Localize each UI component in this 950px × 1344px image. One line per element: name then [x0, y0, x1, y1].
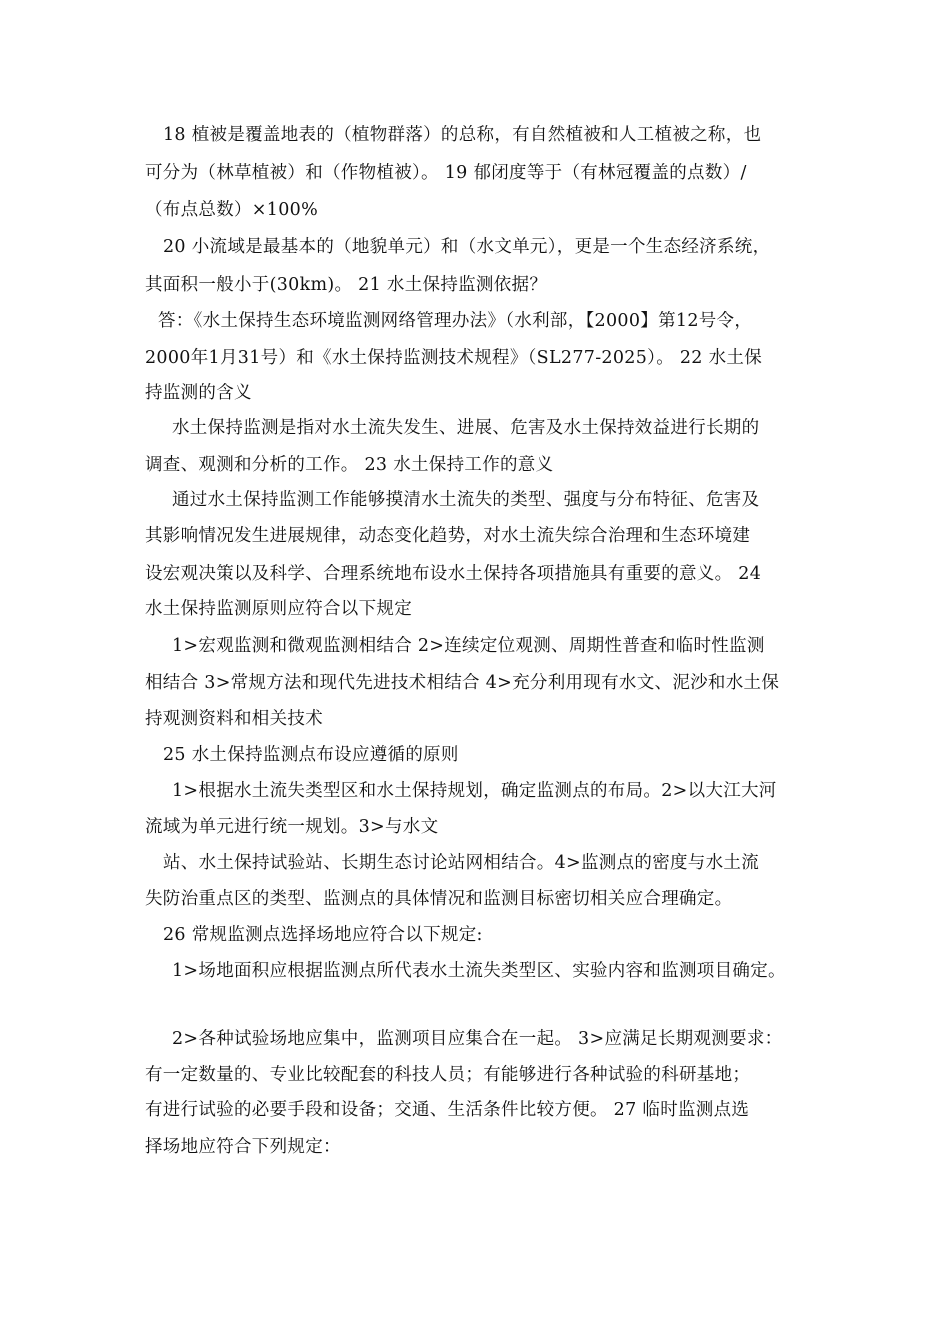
text-line: 站、水土保持试验站、长期生态讨论站网相结合。4>监测点的密度与水土流	[163, 853, 759, 873]
text-line: 可分为（林草植被）和（作物植被）。 19 郁闭度等于（有林冠覆盖的点数）/	[145, 163, 747, 183]
text-line: 相结合 3>常规方法和现代先进技术相结合 4>充分利用现有水文、泥沙和水土保	[145, 673, 780, 693]
text-line: 择场地应符合下列规定：	[145, 1137, 341, 1157]
text-line: 调查、观测和分析的工作。 23 水土保持工作的意义	[145, 455, 554, 475]
text-line: 其面积一般小于(30km)。 21 水土保持监测依据？	[145, 275, 548, 295]
text-line: （布点总数）×100%	[145, 200, 318, 220]
text-line: 2000年1月31号）和《水土保持监测技术规程》（SL277-2025）。 22 水土保	[145, 348, 762, 368]
text-line: 1>根据水土流失类型区和水土保持规划，确定监测点的布局。2>以大江大河	[172, 781, 777, 801]
text-line: 1>宏观监测和微观监测相结合 2>连续定位观测、周期性普查和临时性监测	[172, 636, 765, 656]
text-line: 1>场地面积应根据监测点所代表水土流失类型区、实验内容和监测项目确定。	[172, 961, 786, 981]
text-line: 有进行试验的必要手段和设备；交通、生活条件比较方便。 27 临时监测点选	[145, 1100, 750, 1120]
text-line: 持观测资料和相关技术	[145, 709, 323, 729]
text-line: 设宏观决策以及科学、合理系统地布设水土保持各项措施具有重要的意义。 24	[145, 564, 762, 584]
text-line: 失防治重点区的类型、监测点的具体情况和监测目标密切相关应合理确定。	[145, 889, 733, 909]
text-line: 25 水土保持监测点布设应遵循的原则	[163, 745, 459, 765]
text-line: 18 植被是覆盖地表的（植物群落）的总称，有自然植被和人工植被之称，也	[163, 125, 762, 145]
text-line: 水土保持监测原则应符合以下规定	[145, 599, 412, 619]
text-line: 其影响情况发生进展规律，动态变化趋势，对水土流失综合治理和生态环境建	[145, 526, 751, 546]
text-line: 水土保持监测是指对水土流失发生、进展、危害及水土保持效益进行长期的	[172, 418, 760, 438]
text-line: 流域为单元进行统一规划。3>与水文	[145, 817, 439, 837]
text-line: 持监测的含义	[145, 383, 252, 403]
text-line: 2>各种试验场地应集中，监测项目应集合在一起。 3>应满足长期观测要求：	[172, 1029, 783, 1049]
text-line: 20 小流域是最基本的（地貌单元）和（水文单元），更是一个生态经济系统，	[163, 237, 771, 257]
text-line: 26 常规监测点选择场地应符合以下规定:	[163, 925, 483, 945]
text-line: 答：《水土保持生态环境监测网络管理办法》（水利部，【2000】第12号令，	[158, 311, 753, 331]
text-line: 通过水土保持监测工作能够摸清水土流失的类型、强度与分布特征、危害及	[172, 490, 760, 510]
text-line: 有一定数量的、专业比较配套的科技人员；有能够进行各种试验的科研基地；	[145, 1065, 751, 1085]
